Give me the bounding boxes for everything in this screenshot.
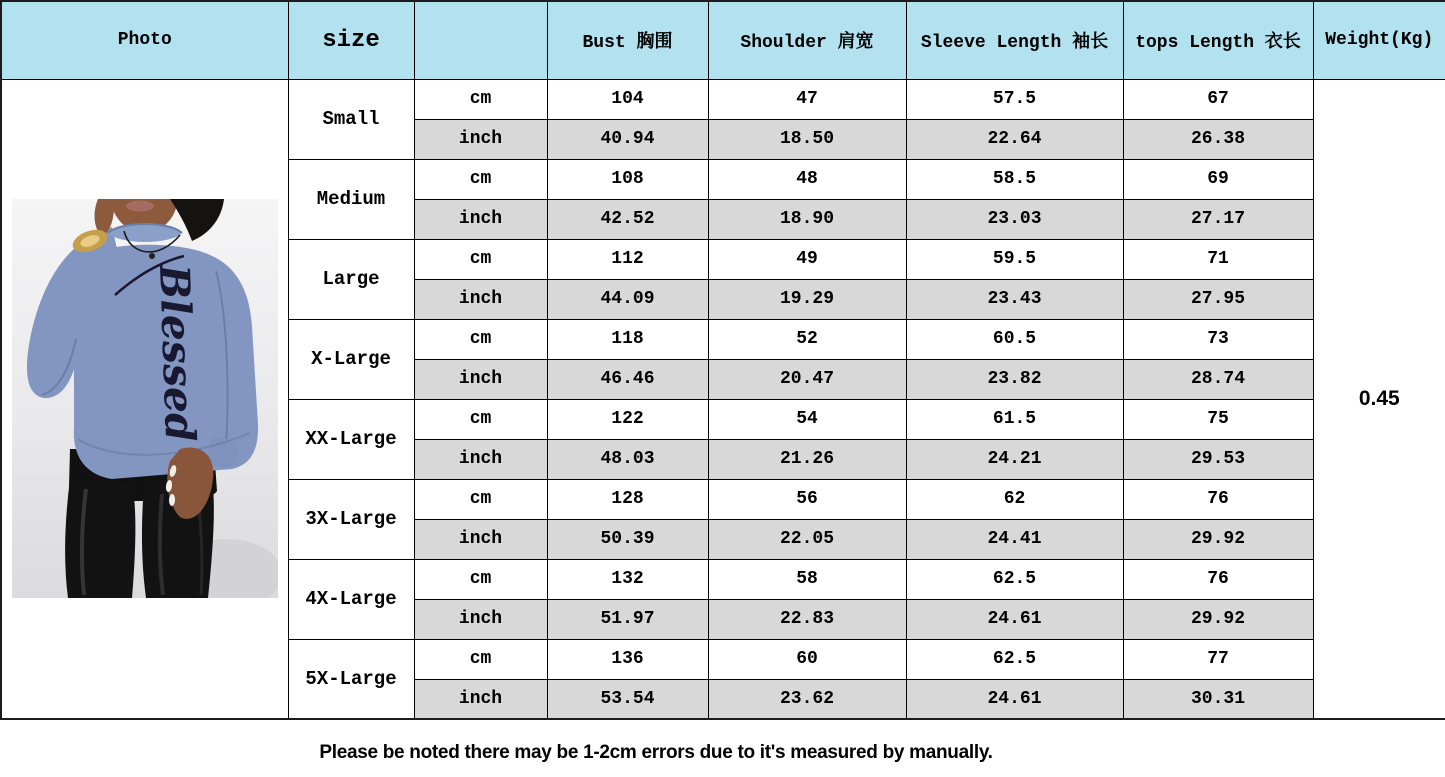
- unit-cell-inch: inch: [414, 119, 547, 159]
- measurement-cell: 67: [1123, 79, 1313, 119]
- note-text: Please be noted there may be 1-2cm errors due to it's measured by manually.: [319, 742, 993, 763]
- unit-cell-cm: cm: [414, 79, 547, 119]
- measurement-cell: 44.09: [547, 279, 708, 319]
- unit-cell-cm: cm: [414, 479, 547, 519]
- measurement-cell: 30.31: [1123, 679, 1313, 719]
- measurement-cell: 62.5: [906, 639, 1123, 679]
- measurement-cell: 76: [1123, 559, 1313, 599]
- measurement-cell: 27.95: [1123, 279, 1313, 319]
- measurement-cell: 21.26: [708, 439, 906, 479]
- measurement-cell: 56: [708, 479, 906, 519]
- measurement-cell: 77: [1123, 639, 1313, 679]
- measurement-cell: 136: [547, 639, 708, 679]
- measurement-cell: 61.5: [906, 399, 1123, 439]
- cm-row: [1, 79, 1445, 119]
- measurement-cell: 22.83: [708, 599, 906, 639]
- measurement-cell: 23.82: [906, 359, 1123, 399]
- measurement-cell: 50.39: [547, 519, 708, 559]
- unit-cell-cm: cm: [414, 319, 547, 359]
- measurement-cell: 112: [547, 239, 708, 279]
- measurement-cell: 40.94: [547, 119, 708, 159]
- measurement-cell: 58: [708, 559, 906, 599]
- unit-cell-inch: inch: [414, 279, 547, 319]
- measurement-cell: 29.92: [1123, 519, 1313, 559]
- col-header-shoulder: Shoulder 肩宽: [708, 1, 906, 79]
- size-cell: Large: [288, 239, 414, 319]
- measurement-cell: 71: [1123, 239, 1313, 279]
- measurement-cell: 75: [1123, 399, 1313, 439]
- size-cell: 5X-Large: [288, 639, 414, 719]
- unit-cell-cm: cm: [414, 559, 547, 599]
- measurement-cell: 26.38: [1123, 119, 1313, 159]
- measurement-cell: 122: [547, 399, 708, 439]
- shirt-graphic-text: Blessed: [149, 263, 204, 443]
- size-table-body: [1, 79, 1445, 719]
- measurement-cell: 52: [708, 319, 906, 359]
- measurement-cell: 118: [547, 319, 708, 359]
- measurement-cell: 24.21: [906, 439, 1123, 479]
- unit-cell-inch: inch: [414, 439, 547, 479]
- unit-cell-cm: cm: [414, 639, 547, 679]
- unit-cell-inch: inch: [414, 199, 547, 239]
- unit-cell-cm: cm: [414, 239, 547, 279]
- size-cell: Medium: [288, 159, 414, 239]
- measurement-cell: 57.5: [906, 79, 1123, 119]
- product-photo: [2, 199, 288, 598]
- photo-cell: [1, 79, 288, 719]
- col-header-unit: [414, 1, 547, 79]
- size-cell: X-Large: [288, 319, 414, 399]
- measurement-cell: 62: [906, 479, 1123, 519]
- measurement-cell: 132: [547, 559, 708, 599]
- unit-cell-cm: cm: [414, 399, 547, 439]
- table-header: [1, 1, 1445, 79]
- measurement-cell: 60: [708, 639, 906, 679]
- disclaimer-note: [0, 742, 1312, 764]
- measurement-cell: 23.03: [906, 199, 1123, 239]
- measurement-cell: 22.05: [708, 519, 906, 559]
- model-photo-illustration: [12, 199, 278, 598]
- size-cell: 4X-Large: [288, 559, 414, 639]
- measurement-cell: 53.54: [547, 679, 708, 719]
- measurement-cell: 48: [708, 159, 906, 199]
- measurement-cell: 54: [708, 399, 906, 439]
- measurement-cell: 47: [708, 79, 906, 119]
- measurement-cell: 23.62: [708, 679, 906, 719]
- measurement-cell: 108: [547, 159, 708, 199]
- measurement-cell: 29.53: [1123, 439, 1313, 479]
- measurement-cell: 22.64: [906, 119, 1123, 159]
- measurement-cell: 20.47: [708, 359, 906, 399]
- measurement-cell: 48.03: [547, 439, 708, 479]
- unit-cell-inch: inch: [414, 519, 547, 559]
- col-header-weight: Weight(Kg): [1313, 1, 1445, 79]
- measurement-cell: 73: [1123, 319, 1313, 359]
- size-cell: Small: [288, 79, 414, 159]
- unit-cell-inch: inch: [414, 679, 547, 719]
- measurement-cell: 60.5: [906, 319, 1123, 359]
- col-header-tops: tops Length 衣长: [1123, 1, 1313, 79]
- measurement-cell: 59.5: [906, 239, 1123, 279]
- size-cell: 3X-Large: [288, 479, 414, 559]
- measurement-cell: 29.92: [1123, 599, 1313, 639]
- lips: [126, 201, 154, 212]
- measurement-cell: 104: [547, 79, 708, 119]
- col-header-size: size: [288, 1, 414, 79]
- measurement-cell: 27.17: [1123, 199, 1313, 239]
- measurement-cell: 19.29: [708, 279, 906, 319]
- measurement-cell: 23.43: [906, 279, 1123, 319]
- col-header-sleeve: Sleeve Length 袖长: [906, 1, 1123, 79]
- measurement-cell: 24.61: [906, 679, 1123, 719]
- measurement-cell: 18.50: [708, 119, 906, 159]
- col-header-bust: Bust 胸围: [547, 1, 708, 79]
- measurement-cell: 28.74: [1123, 359, 1313, 399]
- col-header-photo: Photo: [1, 1, 288, 79]
- unit-cell-inch: inch: [414, 599, 547, 639]
- weight-cell: 0.45: [1313, 79, 1445, 719]
- measurement-cell: 128: [547, 479, 708, 519]
- measurement-cell: 42.52: [547, 199, 708, 239]
- measurement-cell: 76: [1123, 479, 1313, 519]
- measurement-cell: 49: [708, 239, 906, 279]
- measurement-cell: 24.61: [906, 599, 1123, 639]
- unit-cell-cm: cm: [414, 159, 547, 199]
- measurement-cell: 58.5: [906, 159, 1123, 199]
- unit-cell-inch: inch: [414, 359, 547, 399]
- measurement-cell: 51.97: [547, 599, 708, 639]
- measurement-cell: 69: [1123, 159, 1313, 199]
- size-cell: XX-Large: [288, 399, 414, 479]
- measurement-cell: 62.5: [906, 559, 1123, 599]
- measurement-cell: 46.46: [547, 359, 708, 399]
- measurement-cell: 24.41: [906, 519, 1123, 559]
- measurement-cell: 18.90: [708, 199, 906, 239]
